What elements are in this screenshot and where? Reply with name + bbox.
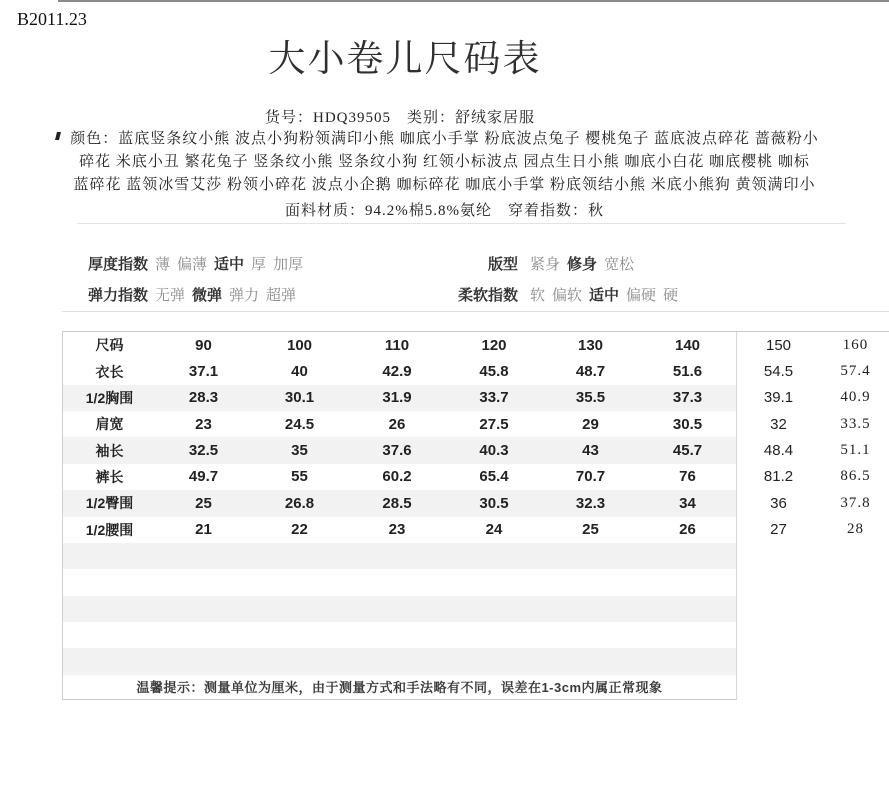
size-cell: 40.9 [840, 389, 871, 406]
size-cell: 48.7 [575, 363, 606, 381]
size-cell: 25 [195, 494, 212, 512]
fit-option: 紧身 [530, 256, 561, 273]
softness-option: 偏硬 [626, 287, 657, 304]
size-cell: 55 [291, 468, 308, 486]
elasticity-index-options [155, 284, 303, 305]
elasticity-option: 超弹 [266, 287, 297, 304]
size-cell: 54.5 [763, 363, 794, 381]
size-cell: 21 [195, 521, 212, 539]
size-cell: 30.1 [284, 389, 315, 407]
size-cell: 27.5 [479, 415, 509, 433]
thickness-option-selected: 适中 [214, 256, 245, 273]
size-table-bottom-border [63, 699, 737, 700]
size-table [62, 331, 889, 700]
size-cell: 26.8 [284, 494, 315, 512]
item-number-line: 货号：HDQ39505 类别：舒绒家居服 [265, 110, 535, 126]
row-label: 1/2臀围 [85, 495, 134, 512]
header-cell: 160 [842, 336, 869, 353]
table-row-sleeve-length [63, 437, 889, 463]
size-cell: 33.5 [840, 415, 871, 432]
table-row-shoulder-width [63, 411, 889, 437]
fit-type-options [530, 253, 641, 274]
softness-option: 偏软 [552, 287, 583, 304]
size-cell: 28 [847, 521, 864, 538]
size-cell: 23 [195, 415, 212, 433]
section-divider-lower [62, 311, 889, 312]
size-cell: 27 [770, 521, 787, 539]
thickness-option: 厚 [251, 256, 267, 273]
size-cell: 29 [582, 415, 599, 433]
elasticity-option: 无弹 [155, 287, 186, 304]
size-cell: 76 [679, 468, 696, 486]
size-cell: 22 [291, 521, 308, 539]
size-cell: 43 [582, 442, 599, 460]
size-cell: 35.5 [575, 389, 606, 407]
empty-stripe-row [63, 543, 889, 569]
color-list [0, 128, 889, 197]
elasticity-option-selected: 微弹 [192, 287, 223, 304]
size-cell: 24 [485, 521, 503, 539]
size-cell: 45.8 [479, 363, 509, 381]
size-cell: 33.7 [479, 389, 509, 407]
size-cell: 28.3 [188, 389, 219, 407]
size-table-right-border [736, 332, 737, 700]
size-cell: 40 [291, 363, 308, 381]
table-row-half-waist [63, 517, 889, 543]
table-row-half-hip [63, 490, 889, 516]
color-list-line1: 颜色：蓝底竖条纹小熊 波点小狗粉领满印小熊 咖底小手掌 粉底波点兔子 樱桃兔子 蓝底波点碎花 蔷薇粉小 [70, 131, 819, 147]
size-cell: 32.5 [188, 442, 219, 460]
thickness-index-label: 厚度指数 [87, 256, 148, 273]
color-list-line3: 蓝碎花 蓝领冰雪艾莎 粉领小碎花 波点小企鹅 咖标碎花 咖底小手掌 粉底领结小熊 米底小熊狗 黄领满印小 [73, 177, 816, 193]
row-label: 袖长 [95, 442, 124, 459]
size-cell: 32.3 [575, 494, 606, 512]
size-cell: 35 [291, 442, 308, 460]
empty-stripe-row [63, 622, 889, 648]
table-row-garment-length [63, 358, 889, 384]
size-cell: 30.5 [479, 494, 509, 512]
fit-option: 宽松 [604, 256, 635, 273]
size-cell: 45.7 [672, 442, 703, 460]
page-title: 大小卷儿尺码表 [268, 39, 542, 80]
fit-option-selected: 修身 [567, 256, 598, 273]
size-cell: 23 [388, 521, 406, 539]
header-cell: 90 [195, 336, 212, 354]
size-cell: 86.5 [840, 468, 871, 485]
size-cell: 30.5 [672, 415, 703, 433]
fit-type-label: 版型 [487, 256, 518, 273]
batch-code: B2011.23 [17, 9, 87, 29]
size-cell: 24.5 [284, 415, 315, 433]
empty-stripe-row [63, 569, 889, 595]
softness-option: 软 [530, 287, 546, 304]
size-cell: 49.7 [188, 468, 219, 486]
softness-index-label: 柔软指数 [457, 287, 518, 304]
thickness-option: 加厚 [273, 256, 304, 273]
row-label: 1/2腰围 [85, 521, 134, 538]
size-cell: 70.7 [575, 468, 606, 486]
size-cell: 57.4 [840, 363, 871, 380]
size-cell: 39.1 [763, 389, 794, 407]
row-label: 1/2胸围 [85, 389, 134, 406]
elasticity-option: 弹力 [229, 287, 260, 304]
measurement-note: 温馨提示：测量单位为厘米，由于测量方式和手法略有不同，误差在1-3cm内属正常现象 [136, 679, 663, 695]
empty-stripe-row [63, 596, 889, 622]
size-cell: 32 [770, 415, 787, 433]
size-cell: 37.1 [188, 363, 219, 381]
size-cell: 51.6 [672, 363, 703, 381]
thickness-option: 偏薄 [177, 256, 208, 273]
row-label: 裤长 [95, 468, 124, 485]
empty-stripe-row [63, 648, 889, 674]
header-cell: 120 [481, 336, 507, 354]
size-cell: 36 [770, 494, 787, 512]
size-cell: 48.4 [763, 442, 794, 460]
table-row-pants-length [63, 464, 889, 490]
size-cell: 51.1 [840, 442, 871, 459]
fabric-material-line: 面料材质：94.2%棉5.8%氨纶 穿着指数：秋 [285, 203, 604, 219]
size-cell: 81.2 [763, 468, 794, 486]
elasticity-index-label: 弹力指数 [87, 287, 148, 304]
size-cell: 42.9 [382, 363, 412, 381]
softness-index-options [530, 284, 685, 305]
table-row-half-chest [63, 385, 889, 411]
section-divider-upper [77, 223, 846, 224]
row-label: 衣长 [95, 363, 124, 380]
size-cell: 37.8 [840, 494, 871, 511]
size-table-header-row [63, 332, 889, 358]
color-list-line2: 碎花 米底小丑 繁花兔子 竖条纹小熊 竖条纹小狗 红领小标波点 园点生日小熊 咖底小白花 咖底樱桃 咖标 [79, 154, 810, 170]
softness-option-selected: 适中 [589, 287, 620, 304]
size-cell: 65.4 [479, 468, 509, 486]
size-cell: 25 [582, 521, 599, 539]
thickness-option: 薄 [155, 256, 171, 273]
header-cell: 100 [286, 336, 313, 354]
size-cell: 40.3 [479, 442, 509, 460]
header-cell: 110 [384, 336, 410, 354]
size-cell: 31.9 [382, 389, 412, 407]
size-cell: 37.3 [672, 389, 703, 407]
header-cell: 130 [577, 336, 604, 354]
size-cell: 37.6 [382, 442, 412, 460]
softness-option: 硬 [663, 287, 679, 304]
size-cell: 34 [679, 494, 696, 512]
top-divider [58, 0, 889, 2]
size-cell: 26 [679, 521, 696, 539]
size-cell: 60.2 [382, 468, 412, 486]
header-cell: 150 [765, 336, 792, 354]
size-cell: 28.5 [382, 494, 412, 512]
header-cell: 140 [674, 336, 701, 354]
header-cell: 尺码 [95, 337, 124, 354]
thickness-index-options [155, 253, 310, 274]
size-cell: 26 [388, 415, 406, 433]
row-label: 肩宽 [95, 416, 124, 433]
